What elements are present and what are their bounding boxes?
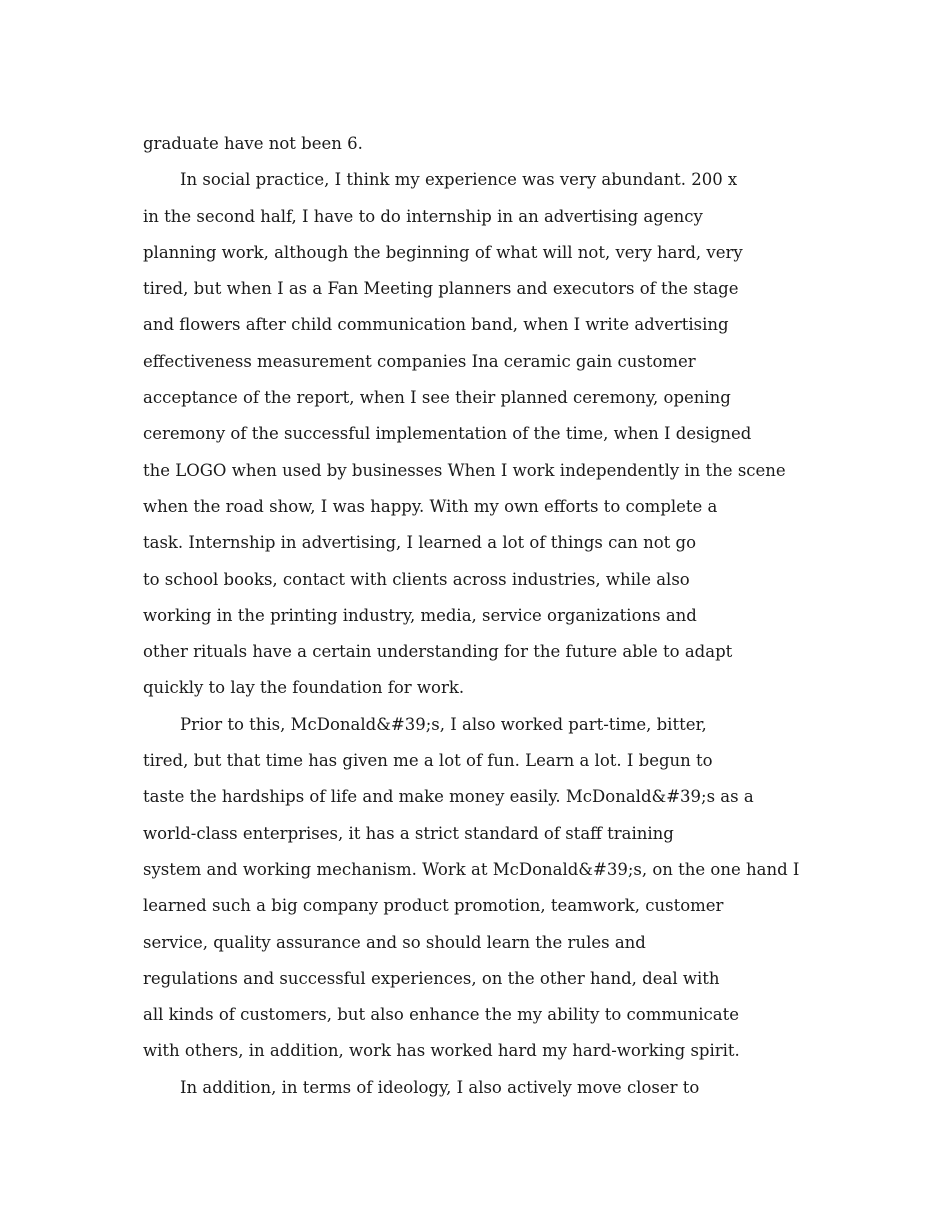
text-line: all kinds of customers, but also enhance the my ability to communicate <box>143 1005 739 1025</box>
text-line: world-class enterprises, it has a strict standard of staff training <box>143 823 674 843</box>
text-line: planning work, although the beginning of what will not, very hard, very <box>143 242 743 262</box>
text-line: when the road show, I was happy. With my own efforts to complete a <box>143 496 718 516</box>
text-line: the LOGO when used by businesses When I work independently in the scene <box>143 460 786 480</box>
text-line: In social practice, I think my experience was very abundant. 200 x <box>180 170 738 190</box>
text-line: working in the printing industry, media, service organizations and <box>143 605 697 625</box>
text-line: tired, but that time has given me a lot of fun. Learn a lot. I begun to <box>143 751 713 771</box>
text-line: acceptance of the report, when I see their planned ceremony, opening <box>143 388 731 408</box>
text-line: service, quality assurance and so should learn the rules and <box>143 932 646 952</box>
text-line: Prior to this, McDonald&#39;s, I also worked part-time, bitter, <box>180 714 707 734</box>
text-line: regulations and successful experiences, on the other hand, deal with <box>143 968 720 988</box>
text-line: quickly to lay the foundation for work. <box>143 678 465 698</box>
text-line: system and working mechanism. Work at McDonald&#39;s, on the one hand I <box>143 859 800 879</box>
text-line: and flowers after child communication band, when I write advertising <box>143 315 729 335</box>
text-line: In addition, in terms of ideology, I also actively move closer to <box>180 1077 700 1097</box>
text-line: learned such a big company product promotion, teamwork, customer <box>143 896 724 916</box>
text-line: graduate have not been 6. <box>143 134 363 153</box>
text-line: with others, in addition, work has worked hard my hard-working spirit. <box>143 1041 740 1061</box>
text-line: to school books, contact with clients across industries, while also <box>143 569 690 589</box>
text-line: in the second half, I have to do internship in an advertising agency <box>143 206 703 226</box>
text-line: task. Internship in advertising, I learned a lot of things can not go <box>143 533 697 553</box>
text-line: taste the hardships of life and make money easily. McDonald&#39;s as a <box>143 787 754 807</box>
body-text <box>143 126 809 1106</box>
text-line: tired, but when I as a Fan Meeting planners and executors of the stage <box>143 279 739 299</box>
text-line: other rituals have a certain understanding for the future able to adapt <box>143 642 733 662</box>
text-line: effectiveness measurement companies Ina ceramic gain customer <box>143 351 696 371</box>
text-line: ceremony of the successful implementation of the time, when I designed <box>143 424 752 444</box>
